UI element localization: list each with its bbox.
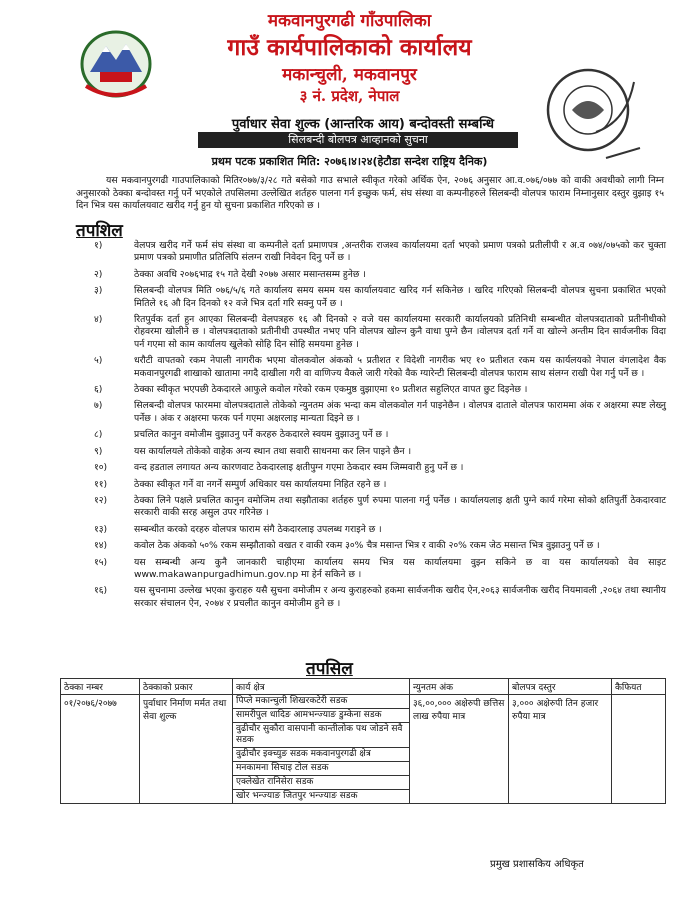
min-amount: ३६,००,००० अक्षेरुपी छत्तिस लाख रुपैया मात्र — [410, 695, 509, 804]
term-text: रितपुर्वक दर्ता हुन आएका सिलबन्दी वेलपत्रहरु १६ औ दिनको २ वजे यस कार्यालयमा सरकारी कार्यालयको प्रतिनिधी सम्बन्धीत वोलपत्रदाताको प्रतीनीधीको रोहवरमा खोलीने छ । वोलपत्रदाताको प्रतीनीधी उपस्थीत नभए पनि वोलपत्र खोल्न कुनै वाधा पुग्ने छैन ।वोलपत्र दर्ता गर्ने वा खोल्ने अन्तीम दिन सार्वजनीक विदा पर्न गएमा सो काम कार्यालय खुलेको सोहि दिन सोहि समयमा हुनेछ । — [134, 314, 666, 350]
term-number: १३) — [94, 523, 108, 535]
section-heading-terms: तपशिल — [76, 221, 123, 241]
list-item — [76, 400, 666, 425]
term-number: ३) — [94, 285, 103, 297]
term-number: १२) — [94, 494, 108, 506]
term-number: ६) — [94, 384, 103, 396]
list-item — [76, 314, 666, 351]
list-item — [76, 355, 666, 380]
term-number: ७) — [94, 400, 103, 412]
office-stamp-icon — [536, 62, 646, 168]
term-number: १०) — [94, 462, 108, 474]
list-item — [76, 462, 666, 474]
list-item — [76, 384, 666, 396]
term-text: ठेक्का स्वीकृत गर्ने वा नगर्ने सम्पुर्ण अधिकार यस कार्यालयमा निहित रहने छ । — [134, 478, 387, 490]
term-number: २) — [94, 268, 103, 280]
table-header-row — [61, 679, 666, 695]
term-text: वेलपत्र खरीद गर्ने फर्म संघ संस्था वा कम्पनीले दर्ता प्रमाणपत्र ,अन्तरीक राजश्व कार्यालयमा दर्ता भएको प्रमाण पत्रको प्रतीलीपी र अ.व ०७४/०७५को कर चुक्ता प्रमाण पत्रको प्रमाणीत प्रतिलिपि संलग्न राखी निवेदन दिनु पर्ने छ । — [134, 240, 666, 264]
term-text: सिलबन्दी वोलपत्र मिति ०७६/५/६ गते कार्यालय समय समम यस कार्यालयवाट खरिद गर्न सकिनेछ । खरिद गरिएको सिलबन्दी वोलपत्र सुचना प्रकाशित भएको मितिले १६ औ दिन दिनको १२ वजे भित्र दर्ता गरि सक्नु पर्ने छ । — [134, 285, 666, 309]
term-text: ठेक्का स्वीकृत भएपछी ठेकदारले आफुले कवोल गरेको रकम एकमुष्ठ वुझाएमा १० प्रतीशत सहुलिएत वापत छुट दिइनेछ । — [134, 384, 528, 396]
term-text: सम्बन्धीत करको दरहरु वोलपत्र फाराम संगै ठेकदारलाइ उपलब्ध गराइने छ । — [134, 523, 382, 535]
term-number: १४) — [94, 540, 108, 552]
list-item — [76, 269, 666, 281]
province-line: ३ नं. प्रदेश, नेपाल — [299, 87, 400, 105]
term-number: ४) — [94, 314, 103, 326]
term-text: वन्द हडताल लगायत अन्य कारणवाट ठेकदारलाइ क्षतीपुग्न गएमा ठेकदार स्वम जिम्मवारी हुनु पर्ने छ । — [134, 462, 464, 474]
list-item — [76, 557, 666, 582]
signature-title: प्रमुख प्रशासकिय अधिकृत — [490, 859, 584, 870]
list-item — [76, 240, 666, 265]
work-item: वुढीचौर सुकौरा वासपानी कान्तीलोक पथ जोडने सवै सडक — [233, 723, 409, 748]
list-item — [76, 495, 666, 520]
list-item — [76, 540, 666, 552]
remarks — [612, 695, 666, 804]
term-text: सिलबन्दी वोलपत्र फारममा वोलपत्रदाताले तोकेको न्युनतम अंक भन्दा कम वोलकवोल गर्न पाइनेछैन । वोलपत्र दाताले वोलपत्र फाराममा अंक र अक्षरमा स्पष्ट लेख्नु पर्नेछ । अंक र अक्षरमा फरक पर्न गएमा अक्षरलाइ मान्यता दिइने छ । — [134, 400, 666, 424]
header-contract-number: ठेक्का नम्बर — [61, 679, 140, 695]
term-text: यस कार्यालयले तोकेको वाहेक अन्य स्थान तथा सवारी साधनमा कर लिन पाइने छैन । — [134, 445, 412, 457]
term-text: ठेक्का अवधि २०७६भाद्र १५ गते देखी २०७७ असार मसान्तसम्म हुनेछ । — [134, 268, 366, 280]
work-item: खोर भन्ज्याङ जितपुर भन्ज्याङ सडक — [236, 791, 358, 801]
notice-title: पुर्वाधार सेवा शुल्क (आन्तरिक आय) बन्दोवस्ती सम्बन्धि — [231, 117, 495, 132]
list-item — [76, 585, 666, 610]
notice-subtitle: सिलबन्दी बोलपत्र आव्हानको सुचना — [198, 132, 518, 148]
work-item: सामरीपुल धादिङ आमभन्ज्याङ डुम्केना सडक — [233, 709, 409, 723]
municipality-name: मकवानपुरगढी गाँउपालिका — [267, 11, 432, 31]
header-min-amount: न्युनतम अंक — [410, 679, 509, 695]
term-number: १) — [94, 240, 103, 251]
term-number: ९) — [94, 445, 103, 457]
work-list — [233, 695, 410, 804]
list-item — [76, 429, 666, 441]
section-heading-table: तपसिल — [306, 659, 353, 679]
bid-fee: ३,००० अक्षेरुपी तिन हजार रुपैया मात्र — [509, 695, 612, 804]
work-item: मनकामना सिचाइ टोल सडक — [233, 762, 409, 776]
list-item — [76, 285, 666, 310]
list-item — [76, 446, 666, 458]
term-text: धरौटी वापतको रकम नेपाली नागरीक भएमा वोलकवोल अंकको ५ प्रतीशत र विदेशी नागरीक भए १० प्रतीशत रकम यस कार्यलयको नेपाल वंगलादेश वैक मकवानपुरगढी शाखाको खातामा नगदै दाखीला गरी वा वाणिज्य वैकले जारी गरेको वैक ग्यारेन्टी सिलबन्दी वोलपत्र फाराम साथ संलग्न राखी पेश गर्नु पर्ने छ । — [134, 355, 666, 379]
terms-list — [76, 240, 666, 614]
intro-paragraph: यस मकवानपुरगढी गाउपालिकाको मितिर०७७/३/२८ गते बसेको गाउ सभाले स्वीकृत गरेको अर्थिक ऐन, २०७६ अनुसार आ.व.०७६/०७७ को वाकी अवधीको लागी निम्न अनुसारको ठेक्का बन्दोवस्त गर्नु पर्ने भएकोले तपसिलमा उल्लेखित शर्तहरु पालना गर्न इच्छुक फर्म, संघ संस्था वा कम्पनीहरुले सिलबन्दी वोलपत्र फाराम निम्नानुसार दस्तुर वुझाइ १५ दिन भित्र यस कार्यालयवाट खरीद गर्नु हुन यो सुचना प्रकाशित गरिएको छ । — [76, 175, 664, 212]
contract-number: ०१/२०७६/२०७७ — [61, 695, 140, 804]
term-number: ८) — [94, 429, 103, 441]
term-text: प्रचलित कानुन वमोजीम वुझाउनु पर्ने करहरु ठेकदारले स्वयम वुझाउनु पर्ने छ । — [134, 429, 389, 441]
publication-line: प्रथम पटक प्रकाशित मिति: २०७६।४।२४(हेटौडा सन्देश राष्ट्रिय दैनिक) — [211, 155, 488, 168]
term-number: ५) — [94, 355, 103, 367]
header-remarks: कैफियत — [612, 679, 666, 695]
header-contract-type: ठेक्काको प्रकार — [140, 679, 233, 695]
list-item — [76, 479, 666, 491]
term-text: यस सुचनामा उल्लेख भएका कुराहरु यसै सुचना वमोजीम र अन्य कुराहरुको हकमा सार्वजनीक खरीद ऐन,२०६३ सार्वजनीक खरीद नियमावली ,२०६४ तथा स्थानीय सरकार संचालन ऐन, २०७४ र प्रचलीत कानुन वमोजीम हुने छ । — [134, 585, 666, 609]
list-item — [76, 524, 666, 536]
term-number: ११) — [94, 478, 108, 490]
work-item: एक्लेखेत रानिसेरा सडक — [233, 776, 409, 790]
work-item: वुढीचौर इक्च्युङ सडक मकवानपुरगढी क्षेत्र — [233, 748, 409, 762]
term-number: १५) — [94, 556, 108, 568]
term-number: १६) — [94, 585, 108, 597]
work-item: पिप्ले मकान्चुली शिखरकटेरी सडक — [233, 695, 409, 709]
term-text: यस सम्बन्धी अन्य कुनै जानकारी चाहीएमा कार्यालय समय भित्र यस कार्यालयमा वुझ्न सकिने छ वा यस कार्यालयको वेव साइट www.makawanpurgadhimun.gov.np मा हेर्न सकिने छ । — [134, 556, 666, 580]
header-work-area: कार्य क्षेत्र — [233, 679, 410, 695]
header-bid-fee: बोलपत्र दस्तुर — [509, 679, 612, 695]
office-name: गाउँ कार्यपालिकाको कार्यालय — [227, 34, 472, 61]
office-address: मकान्चुली, मकवानपुर — [282, 65, 417, 85]
term-text: कवोल ठेक अंकको ५०% रकम सम्झौताको वखत र वाकी रकम ३०% चैत्र मसान्त भित्र र वाकी २०% रकम जेठ मसान्त भित्र वुझाउनु पर्ने छ । — [134, 540, 600, 552]
contract-type: पुर्वाधार निर्माण मर्मत तथा सेवा शुल्क — [140, 695, 233, 804]
term-text: ठेक्का लिने पक्षले प्रचलित कानुन वमोजिम तथा सझौताका शर्तहरु पुर्ण रुपमा पालना गर्नु पर्नेछ । कार्यालयलाइ क्षती पुग्ने कार्य गरेमा सोको क्षतिपुर्ती ठेकदारवाट सरकारी वाकी सरह असुल उपर गरिनेछ । — [134, 494, 666, 519]
contract-table — [60, 678, 666, 804]
table-row — [61, 695, 666, 804]
